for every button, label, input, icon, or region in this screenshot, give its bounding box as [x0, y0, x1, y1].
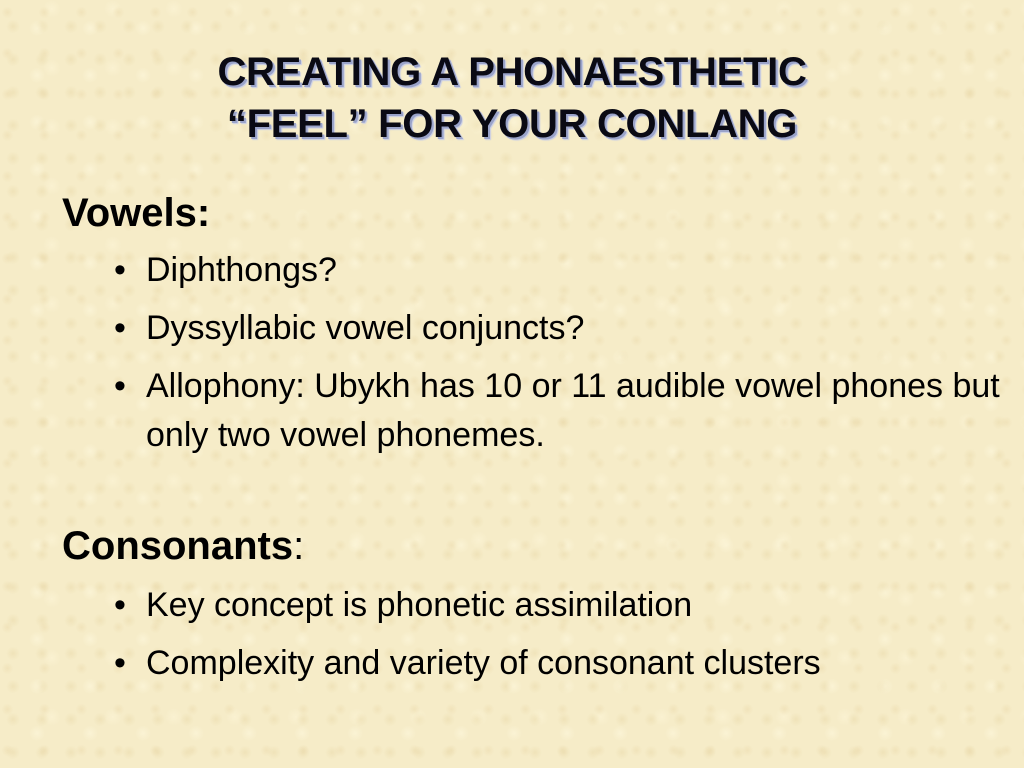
list-item [62, 246, 1002, 295]
consonants-bullet-list [62, 581, 1002, 688]
consonants-heading: Consonants: [62, 524, 305, 568]
slide-title [0, 46, 1024, 150]
list-item [62, 581, 1002, 630]
list-item [62, 639, 1002, 688]
list-item [62, 362, 1002, 460]
bullet-text: Key concept is phonetic assimilation [146, 586, 693, 624]
bullet-icon: • [114, 586, 126, 624]
vowels-bullet-list [62, 246, 1002, 460]
bullet-icon: • [114, 644, 126, 682]
bullet-text: Diphthongs? [146, 251, 337, 289]
bullet-text: Dyssyllabic vowel conjuncts? [146, 309, 585, 347]
bullet-text: Allophony: Ubykh has 10 or 11 audible vowel phones but only two vowel phonemes. [146, 367, 1000, 454]
slide-title-line-1: CREATING A PHONAESTHETIC [217, 50, 807, 94]
list-item [62, 304, 1002, 353]
bullet-text: Complexity and variety of consonant clusters [146, 644, 821, 682]
vowels-section [62, 190, 1002, 469]
bullet-icon: • [114, 367, 126, 405]
bullet-icon: • [114, 309, 126, 347]
consonants-section [62, 523, 1002, 697]
vowels-heading: Vowels: [62, 191, 211, 235]
bullet-icon: • [114, 251, 126, 289]
slide-title-line-2: “FEEL” FOR YOUR CONLANG [226, 102, 798, 146]
